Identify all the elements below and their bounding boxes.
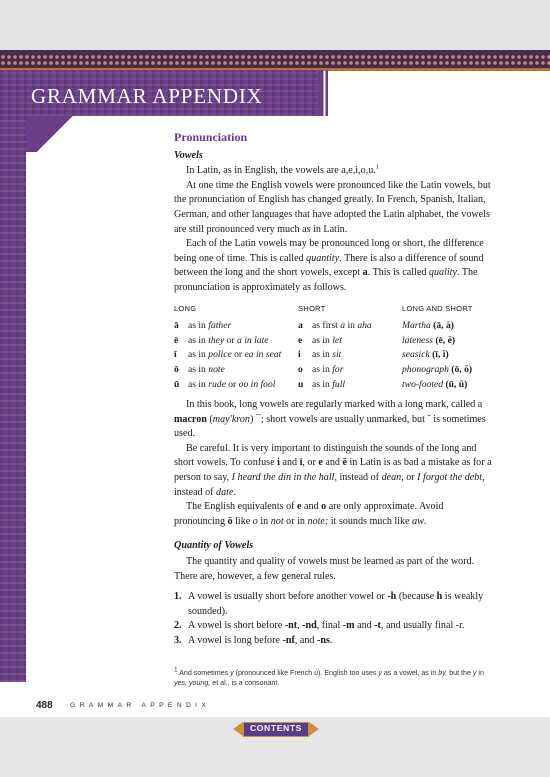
paragraph-macron: In this book, long vowels are regularly marked with a long mark, called a macron (may′kron) ¯; short vowels are usually unmarked, but ˘ is sometimes used. <box>174 399 486 440</box>
main-content <box>174 130 494 649</box>
decorative-left-strip <box>0 70 26 682</box>
title-banner-shade <box>26 116 146 152</box>
paragraph-quantity-intro: The quantity and quality of vowels must be learned as part of the word. There are, however, a few general rules. <box>174 556 475 582</box>
vowel-table-row <box>174 334 500 349</box>
contents-button[interactable] <box>233 722 319 737</box>
paragraph-english-equivalents: The English equivalents of e and o are only approximate. Avoid pronouncing ō like o in not or in note; it sounds much like aw. <box>174 501 444 527</box>
short-cell: e as in let <box>298 334 342 346</box>
header-long-and-short: LONG AND SHORT <box>402 303 473 313</box>
running-head: GRAMMAR APPENDIX <box>70 702 211 709</box>
footnote-ref[interactable]: 1 <box>375 163 380 171</box>
paragraph-english-vowels: At one time the English vowels were pronounced like the Latin vowels, but the pronunciation of English has changed greatly. In French, Spanish, Italian, German, and other languages that have adopted the Latin alphabet, the vowels are still pronounced very much as in Latin. <box>174 179 491 235</box>
short-cell: a as first a in aha <box>298 320 372 332</box>
vowel-table-header <box>174 302 500 320</box>
example-cell: phonograph (ō, ŏ) <box>402 363 473 375</box>
footnote: $^1$ And sometimes y (pronounced like French u). English too uses y as a vowel, as in by, but the y in yes, young, et al., is a consonant. <box>174 666 484 687</box>
paragraph-be-careful: Be careful. It is very important to distinguish the sounds of the long and short vowels. To confuse i and ī, or e and ē in Latin is as bad a mistake as for a person to say, I heard the din in the hall, instead of dean, or I forgot the debt, instead of date. <box>174 442 492 498</box>
arrow-left-icon[interactable] <box>233 722 243 736</box>
long-cell: ā as in father <box>174 320 232 332</box>
long-cell: ē as in they or a in late <box>174 334 269 346</box>
example-cell: Martha (ā, ă) <box>402 320 454 332</box>
page-title: GRAMMAR APPENDIX <box>31 84 263 108</box>
paragraph-long-short: Each of the Latin vowels may be pronounced long or short, the difference being one of time. This is called quantity. There is also a difference of sound between the long and the short vowels, except a. This is called quality. The pronunciation is approximately as follows. <box>174 238 484 293</box>
paragraph-vowels-intro: In Latin, as in English, the vowels are a,e,i,o,u.$^1$ <box>186 163 380 177</box>
short-cell: i as in sit <box>298 349 342 361</box>
spacer <box>174 529 494 539</box>
section-heading-pronunciation: Pronunciation <box>174 130 248 144</box>
vowel-table-row <box>174 348 500 363</box>
long-cell: ō as in note <box>174 363 225 375</box>
arrow-right-icon[interactable] <box>309 722 319 736</box>
vowel-table-row <box>174 363 500 378</box>
quantity-rule: 1. A vowel is usually short before another vowel or -h (because h is weakly sounded). <box>174 591 484 617</box>
short-cell: o as in for <box>298 363 344 375</box>
decorative-band-pattern <box>0 54 550 66</box>
header-long: LONG <box>174 303 197 313</box>
quantity-rule: 2. A vowel is short before -nt, -nd, final -m and -t, and usually final -r. <box>174 620 465 632</box>
header-short: SHORT <box>298 303 326 313</box>
example-cell: lateness (ē, ĕ) <box>402 334 456 346</box>
vowel-table <box>174 302 500 393</box>
contents-button-label[interactable]: CONTENTS <box>249 723 303 733</box>
quantity-rules-list <box>174 590 494 648</box>
quantity-rule: 3. A vowel is long before -nf, and -ns. <box>174 635 333 646</box>
subheading-vowels: Vowels <box>174 149 203 161</box>
vowel-table-row <box>174 378 500 393</box>
subheading-quantity: Quantity of Vowels <box>174 540 254 552</box>
page-number: 488 <box>36 700 53 711</box>
example-cell: seasick (ī, ĭ) <box>402 349 449 361</box>
top-margin <box>0 0 550 50</box>
long-cell: ī as in police or ea in seat <box>174 349 282 361</box>
short-cell: u as in full <box>298 378 346 390</box>
example-cell: two-footed (ū, ŭ) <box>402 378 468 390</box>
long-cell: ū as in rude or oo in fool <box>174 378 276 390</box>
vowel-table-row <box>174 319 500 334</box>
